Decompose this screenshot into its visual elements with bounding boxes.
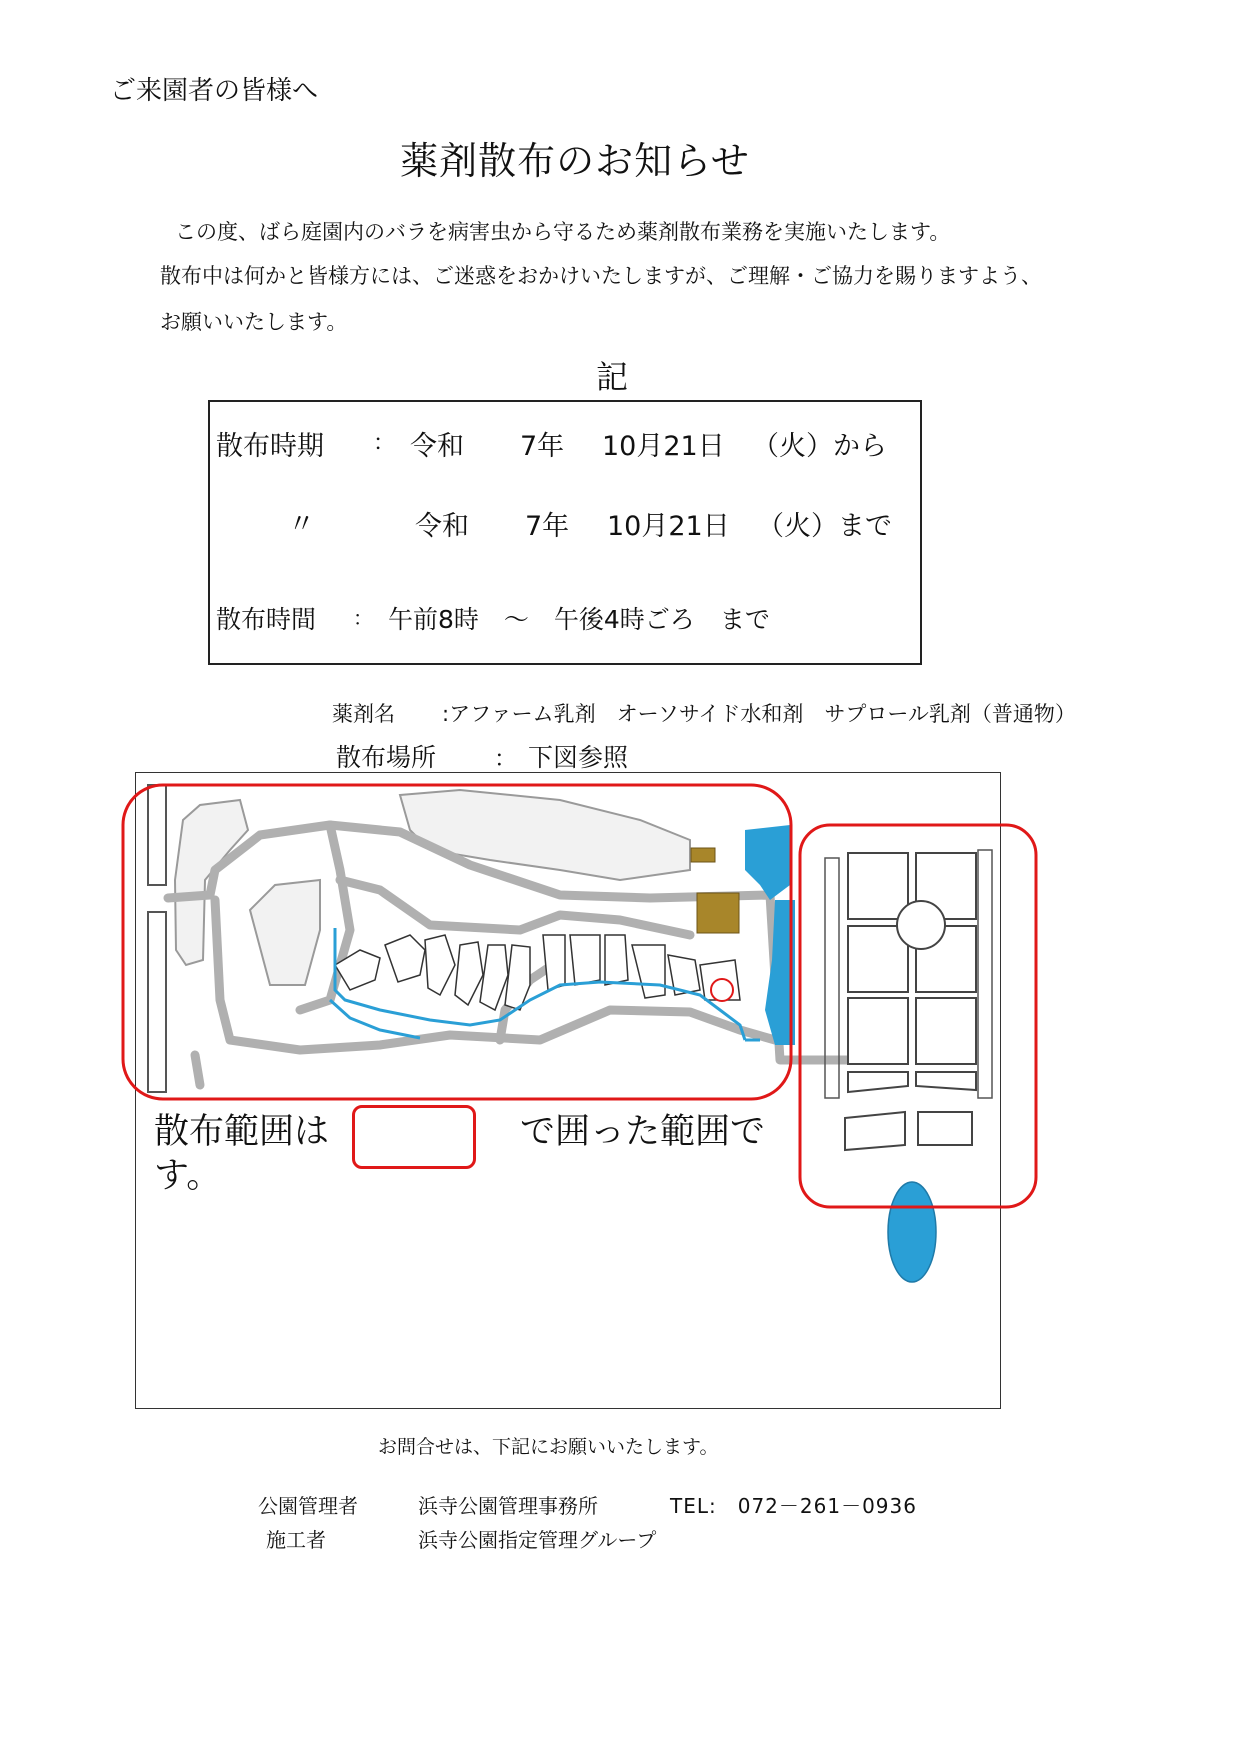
end-year: 7年: [525, 511, 570, 542]
large-building: [697, 893, 739, 933]
location-colon: ：: [494, 746, 517, 772]
upper-lawn: [400, 790, 690, 880]
small-building: [691, 848, 715, 862]
oval-pond: [888, 1182, 936, 1282]
range-note-post: で囲った範囲で: [520, 1112, 766, 1152]
time-label: 散布時間: [216, 605, 317, 634]
central-circle: [897, 901, 945, 949]
fountain-marker: [711, 979, 733, 1001]
time-colon: ：: [353, 606, 373, 630]
page-title: 薬剤散布のお知らせ: [400, 139, 750, 183]
intro-line-3: お願いいたします。: [160, 310, 348, 334]
intro-line-1: この度、ばら庭園内のバラを病害虫から守るため薬剤散布業務を実施いたします。: [175, 220, 951, 244]
period-colon: ：: [373, 431, 396, 456]
intro-line-2: 散布中は何かと皆様方には、ご迷惑をおかけいたしますが、ご理解・ご協力を賜りますよう、: [160, 264, 1042, 288]
right-bed-right-strip: [978, 850, 992, 1098]
pond-top-right: [745, 825, 790, 900]
end-era: 令和: [415, 511, 469, 542]
legend-red-box: [352, 1105, 476, 1169]
manager-label: 公園管理者: [258, 1494, 358, 1518]
range-note-pre: 散布範囲は: [154, 1112, 330, 1152]
end-date: 10月21日: [607, 511, 730, 542]
location-value: 下図参照: [528, 743, 629, 772]
ki-heading: 記: [596, 358, 629, 396]
contractor-label: 施工者: [266, 1528, 326, 1552]
period-label: 散布時期: [216, 431, 324, 462]
salutation: ご来園者の皆様へ: [110, 76, 319, 106]
contact-note: お問合せは、下記にお願いいたします。: [378, 1436, 719, 1458]
start-era: 令和: [410, 431, 464, 462]
range-note-tail: す。: [154, 1156, 222, 1196]
contractor-name: 浜寺公園指定管理グループ: [418, 1528, 657, 1552]
left-bed-upper: [148, 785, 166, 885]
manager-name: 浜寺公園管理事務所: [418, 1494, 598, 1518]
start-year: 7年: [520, 431, 565, 462]
end-day: （火）まで: [757, 511, 892, 542]
start-date: 10月21日: [602, 431, 725, 462]
chemicals-label: 薬剤名: [332, 702, 395, 726]
ditto-mark: 〃: [288, 509, 315, 540]
formal-beds: [845, 853, 976, 1150]
start-day: （火）から: [752, 431, 887, 462]
manager-tel: TEL: 072－261－0936: [670, 1494, 917, 1518]
inner-lawn: [250, 880, 320, 985]
location-label: 散布場所: [336, 743, 437, 772]
left-bed-lower: [148, 912, 166, 1092]
chemicals-value: :アファーム乳剤 オーソサイド水和剤 サプロール乳剤（普通物）: [442, 702, 1076, 726]
time-value: 午前8時 ～ 午後4時ごろ まで: [388, 605, 770, 634]
